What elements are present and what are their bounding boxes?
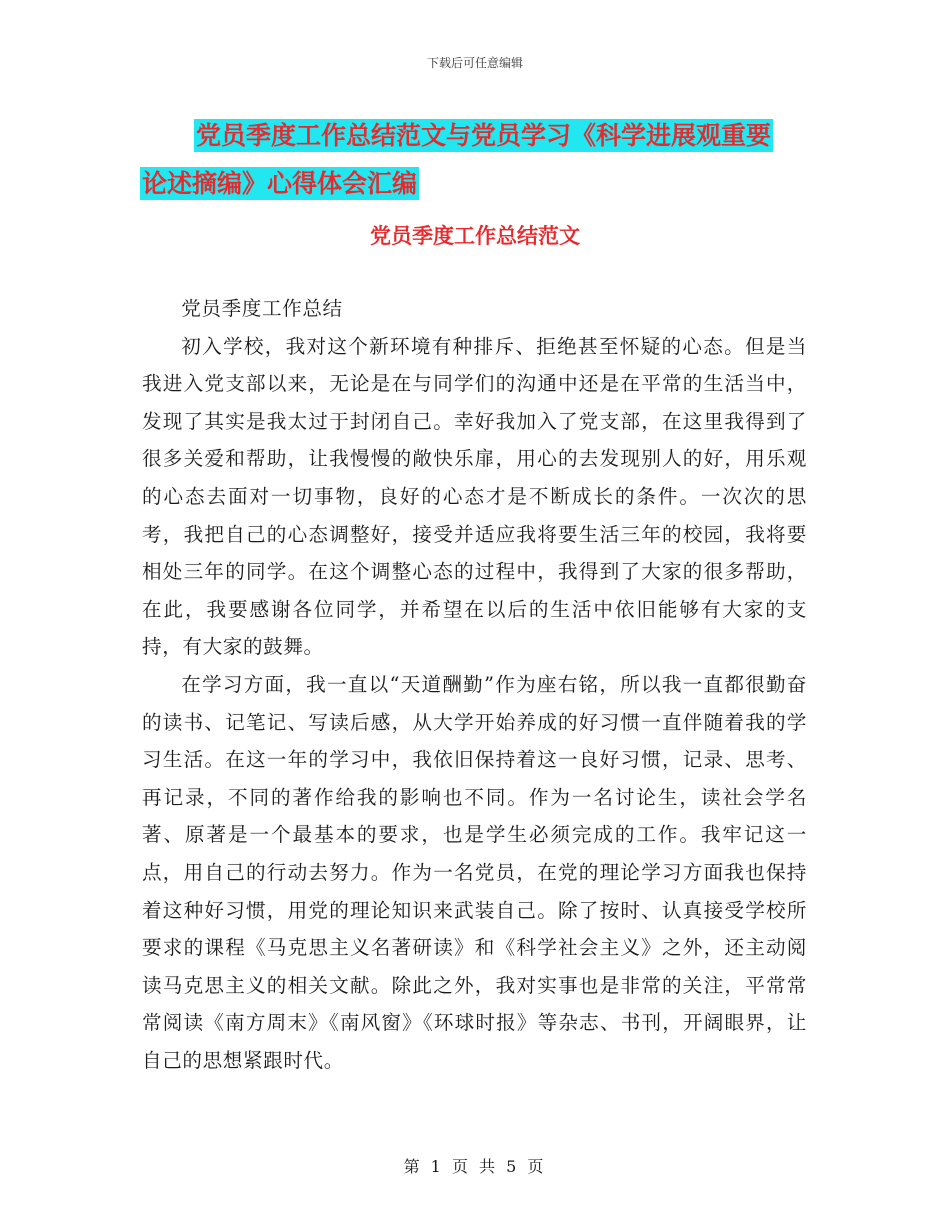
page-number-footer: 第 1 页 共 5 页 bbox=[403, 1157, 547, 1176]
title-highlight-2: 论述摘编》心得体会汇编 bbox=[142, 169, 418, 198]
section-title: 党员季度工作总结范文 bbox=[370, 224, 580, 248]
paragraph: 在学习方面，我一直以“天道酬勤”作为座右铭，所以我一直都很勤奋的读书、记笔记、写读后感，从大学开始养成的好习惯一直伴随着我的学习生活。在这一年的学习中，我依旧保持着这一良好习惯，记录、思考、再记录，不同的著作给我的影响也不同。作为一名讨论生，读社会学名著、原著是一个最基本的要求，也是学生必须完成的工作。我牢记这一点，用自己的行动去努力。作为一名党员，在党的理论学习方面我也保持着这种好习惯，用党的理论知识来武装自己。除了按时、认真接受学校所要求的课程《马克思主义名著研读》和《科学社会主义》之外，还主动阅读马克思主义的相关文献。除此之外，我对实事也是非常的关注，平常常常阅读《南方周末》《南风窗》《环球时报》等杂志、书刊，开阔眼界，让自己的思想紧跟时代。 bbox=[142, 672, 807, 1072]
paragraph: 初入学校，我对这个新环境有种排斥、拒绝甚至怀疑的心态。但是当我进入党支部以来，无论是在与同学们的沟通中还是在平常的生活当中，发现了其实是我太过于封闭自己。幸好我加入了党支部，在这里我得到了很多关爱和帮助，让我慢慢的敞快乐扉，用心的去发现别人的好，用乐观的心态去面对一切事物，良好的心态才是不断成长的条件。一次次的思考，我把自己的心态调整好，接受并适应我将要生活三年的校园，我将要相处三年的同学。在这个调整心态的过程中，我得到了大家的很多帮助，在此，我要感谢各位同学，并希望在以后的生活中依旧能够有大家的支持，有大家的鼓舞。 bbox=[142, 334, 807, 659]
header-note: 下载后可任意编辑 bbox=[426, 56, 523, 70]
document-title bbox=[140, 112, 820, 208]
paragraph-subtitle: 党员季度工作总结 bbox=[181, 297, 343, 320]
document-title-line-2 bbox=[140, 160, 820, 208]
document-title-line-1 bbox=[140, 112, 820, 160]
body-text bbox=[142, 290, 807, 1079]
title-highlight-1: 党员季度工作总结范文与党员学习《科学进展观重要 bbox=[196, 121, 772, 150]
